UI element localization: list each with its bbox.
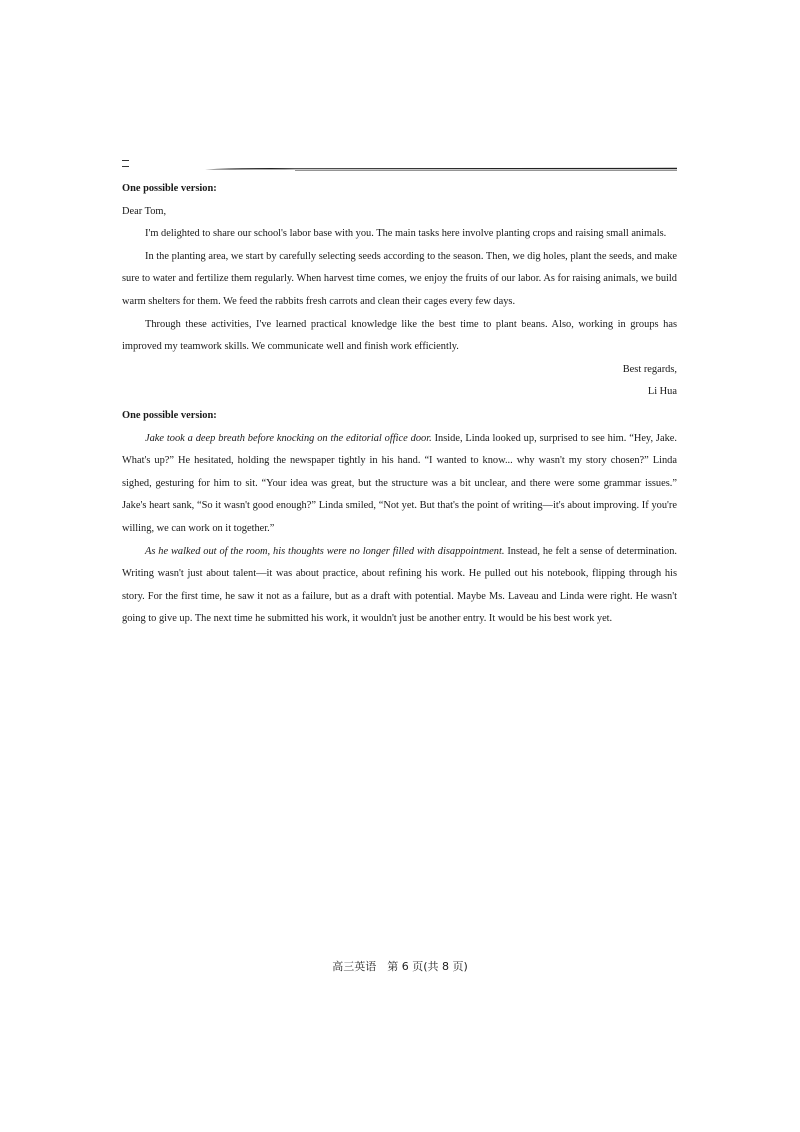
header-rule: [205, 167, 677, 171]
essay2-heading: One possible version:: [122, 409, 217, 421]
letter-paragraph-2: In the planting area, we start by carefully selecting seeds according to the season. Then, we dig holes, plant the seeds, and make sure to water and fertilize them regularly. When harvest time comes, we enjoy the fruits of our labor. As for raising animals, we build warm shelters for them. We feed the rabbits fresh carrots and clean their cages every few days.: [122, 250, 677, 307]
story-paragraph-2: [122, 541, 677, 631]
essay1-heading: One possible version:: [122, 183, 217, 194]
story-paragraph-2-lead: As he walked out of the room, his thoughts were no longer filled with disappointment.: [145, 545, 505, 557]
story-paragraph-1-body: Inside, Linda looked up, surprised to see him. “Hey, Jake. What's up?” He hesitated, holding the newspaper tightly in his hand. “I wanted to know... why wasn't my story chosen?” Linda sighed, gesturing for him to sit. “Your idea was great, but the structure was a bit unclear, and there were some grammar issues.” Jake's heart sank, “So it wasn't good enough?” Linda smiled, “Not yet. But that's the point of writing—it's about improving. If you're willing, we can work on it together.”: [122, 432, 677, 534]
letter-greeting: Dear Tom,: [122, 205, 167, 217]
corner-mark: [122, 160, 129, 167]
essay-continuation: [122, 405, 677, 631]
story-paragraph-1: [122, 428, 677, 541]
story-paragraph-1-lead: Jake took a deep breath before knocking on the editorial office door.: [145, 432, 432, 444]
letter-closing: Best regards,: [622, 363, 677, 375]
letter-signature: Li Hua: [647, 386, 677, 398]
answer-content: [122, 178, 677, 631]
letter-paragraph-3: Through these activities, I've learned practical knowledge like the best time to plant beans. Also, working in groups has improved my teamwork skills. We communicate well and finish work efficiently.: [122, 318, 677, 353]
page-footer: 高三英语 第 6 页(共 8 页): [332, 960, 468, 973]
letter-paragraph-1: I'm delighted to share our school's labor base with you. The main tasks here involve planting crops and raising small animals.: [145, 228, 667, 240]
essay-letter: [122, 178, 677, 404]
story-paragraph-2-body: Instead, he felt a sense of determination. Writing wasn't just about talent—it was about practice, about refining his work. He pulled out his notebook, flipping through his story. For the first time, he saw it not as a failure, but as a draft with potential. Maybe Ms. Laveau and Linda were right. He wasn't going to give up. The next time he submitted his work, it wouldn't just be another entry. It would be his best work yet.: [122, 545, 677, 625]
